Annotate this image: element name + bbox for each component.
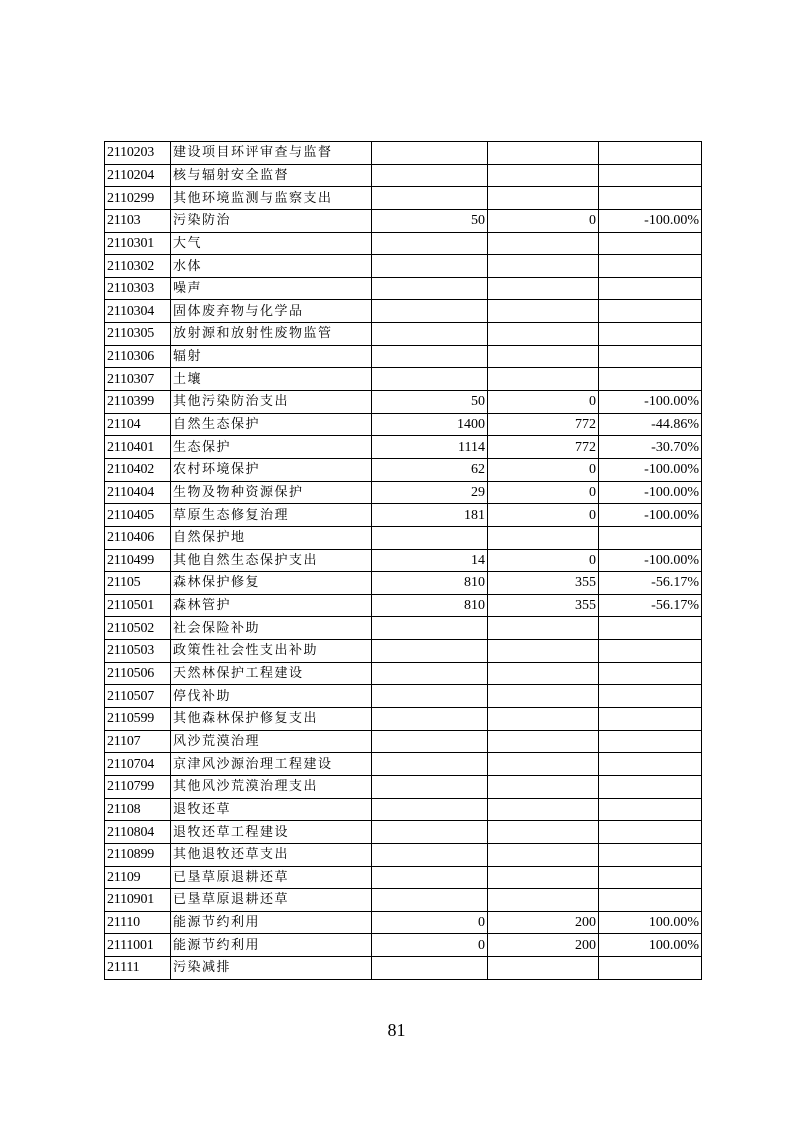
row-name-cell: 水体 <box>171 255 372 278</box>
table-row <box>105 526 702 549</box>
row-percent-cell <box>599 821 702 844</box>
row-value-1-cell <box>372 708 488 731</box>
row-value-2-cell <box>488 232 599 255</box>
row-name-cell: 能源节约利用 <box>171 911 372 934</box>
row-code-cell: 2110204 <box>105 164 171 187</box>
row-value-2-cell <box>488 164 599 187</box>
row-value-2-cell <box>488 775 599 798</box>
table-row <box>105 821 702 844</box>
row-code-cell: 2110401 <box>105 436 171 459</box>
row-value-2-cell <box>488 368 599 391</box>
row-value-1-cell <box>372 300 488 323</box>
row-value-1-cell <box>372 821 488 844</box>
row-name-cell: 森林保护修复 <box>171 572 372 595</box>
table-row <box>105 368 702 391</box>
row-code-cell: 2110303 <box>105 277 171 300</box>
table-row <box>105 911 702 934</box>
row-code-cell: 2110299 <box>105 187 171 210</box>
row-value-1-cell <box>372 866 488 889</box>
row-percent-cell <box>599 300 702 323</box>
row-name-cell: 其他污染防治支出 <box>171 391 372 414</box>
row-percent-cell: 100.00% <box>599 934 702 957</box>
row-name-cell: 退牧还草工程建设 <box>171 821 372 844</box>
row-name-cell: 污染减排 <box>171 957 372 980</box>
table-row <box>105 504 702 527</box>
table-row <box>105 232 702 255</box>
table-row <box>105 957 702 980</box>
row-name-cell: 辐射 <box>171 345 372 368</box>
row-value-2-cell: 0 <box>488 209 599 232</box>
table-row <box>105 934 702 957</box>
row-percent-cell <box>599 345 702 368</box>
row-value-1-cell <box>372 142 488 165</box>
row-value-2-cell <box>488 255 599 278</box>
row-name-cell: 已垦草原退耕还草 <box>171 866 372 889</box>
row-code-cell: 2110307 <box>105 368 171 391</box>
row-value-1-cell: 1114 <box>372 436 488 459</box>
row-name-cell: 建设项目环评审查与监督 <box>171 142 372 165</box>
row-value-1-cell <box>372 345 488 368</box>
table-row <box>105 775 702 798</box>
table-row <box>105 662 702 685</box>
row-name-cell: 其他森林保护修复支出 <box>171 708 372 731</box>
row-code-cell: 2110404 <box>105 481 171 504</box>
row-code-cell: 2111001 <box>105 934 171 957</box>
row-percent-cell: -100.00% <box>599 391 702 414</box>
row-value-1-cell: 50 <box>372 391 488 414</box>
row-name-cell: 森林管护 <box>171 594 372 617</box>
row-code-cell: 21105 <box>105 572 171 595</box>
table-row <box>105 300 702 323</box>
row-name-cell: 能源节约利用 <box>171 934 372 957</box>
row-percent-cell <box>599 368 702 391</box>
row-value-1-cell <box>372 640 488 663</box>
row-value-1-cell <box>372 526 488 549</box>
row-percent-cell <box>599 798 702 821</box>
row-percent-cell <box>599 640 702 663</box>
table-row <box>105 209 702 232</box>
table-row <box>105 323 702 346</box>
row-name-cell: 自然保护地 <box>171 526 372 549</box>
row-percent-cell <box>599 277 702 300</box>
row-value-1-cell <box>372 753 488 776</box>
row-code-cell: 21109 <box>105 866 171 889</box>
row-name-cell: 污染防治 <box>171 209 372 232</box>
table-row <box>105 458 702 481</box>
row-name-cell: 退牧还草 <box>171 798 372 821</box>
row-percent-cell <box>599 255 702 278</box>
row-value-1-cell <box>372 187 488 210</box>
row-percent-cell: -100.00% <box>599 209 702 232</box>
row-name-cell: 噪声 <box>171 277 372 300</box>
row-value-1-cell <box>372 798 488 821</box>
row-code-cell: 2110599 <box>105 708 171 731</box>
row-name-cell: 农村环境保护 <box>171 458 372 481</box>
row-value-2-cell <box>488 662 599 685</box>
table-row <box>105 391 702 414</box>
row-percent-cell: 100.00% <box>599 911 702 934</box>
row-value-1-cell <box>372 775 488 798</box>
row-percent-cell: -100.00% <box>599 458 702 481</box>
row-code-cell: 21108 <box>105 798 171 821</box>
row-code-cell: 2110203 <box>105 142 171 165</box>
row-percent-cell <box>599 323 702 346</box>
row-value-1-cell <box>372 957 488 980</box>
row-name-cell: 生态保护 <box>171 436 372 459</box>
row-value-1-cell <box>372 255 488 278</box>
row-value-2-cell <box>488 843 599 866</box>
row-code-cell: 2110899 <box>105 843 171 866</box>
row-value-1-cell <box>372 617 488 640</box>
row-percent-cell <box>599 889 702 912</box>
row-name-cell: 京津风沙源治理工程建设 <box>171 753 372 776</box>
row-code-cell: 2110399 <box>105 391 171 414</box>
row-value-1-cell <box>372 685 488 708</box>
row-code-cell: 2110301 <box>105 232 171 255</box>
table-row <box>105 572 702 595</box>
table-row <box>105 549 702 572</box>
row-value-2-cell <box>488 798 599 821</box>
row-code-cell: 21107 <box>105 730 171 753</box>
row-percent-cell <box>599 526 702 549</box>
row-name-cell: 固体废弃物与化学品 <box>171 300 372 323</box>
row-value-2-cell: 772 <box>488 413 599 436</box>
row-value-1-cell: 181 <box>372 504 488 527</box>
row-value-2-cell <box>488 889 599 912</box>
row-name-cell: 已垦草原退耕还草 <box>171 889 372 912</box>
row-value-1-cell <box>372 277 488 300</box>
row-code-cell: 21103 <box>105 209 171 232</box>
row-percent-cell <box>599 866 702 889</box>
row-value-2-cell <box>488 187 599 210</box>
row-value-2-cell: 0 <box>488 481 599 504</box>
budget-table <box>104 141 702 980</box>
row-percent-cell: -56.17% <box>599 572 702 595</box>
table-row <box>105 436 702 459</box>
row-percent-cell: -100.00% <box>599 481 702 504</box>
row-name-cell: 核与辐射安全监督 <box>171 164 372 187</box>
table-row <box>105 798 702 821</box>
row-percent-cell <box>599 187 702 210</box>
row-value-2-cell: 0 <box>488 458 599 481</box>
row-value-1-cell: 810 <box>372 594 488 617</box>
row-name-cell: 社会保险补助 <box>171 617 372 640</box>
row-value-2-cell: 355 <box>488 572 599 595</box>
row-name-cell: 天然林保护工程建设 <box>171 662 372 685</box>
row-value-2-cell <box>488 730 599 753</box>
row-value-2-cell: 0 <box>488 504 599 527</box>
row-name-cell: 生物及物种资源保护 <box>171 481 372 504</box>
row-value-1-cell <box>372 323 488 346</box>
row-name-cell: 自然生态保护 <box>171 413 372 436</box>
row-value-1-cell <box>372 232 488 255</box>
row-value-2-cell <box>488 300 599 323</box>
row-value-2-cell: 0 <box>488 549 599 572</box>
row-code-cell: 2110302 <box>105 255 171 278</box>
row-value-2-cell <box>488 323 599 346</box>
table-row <box>105 730 702 753</box>
table-row <box>105 277 702 300</box>
row-value-1-cell: 0 <box>372 911 488 934</box>
row-value-2-cell <box>488 142 599 165</box>
table-row <box>105 753 702 776</box>
row-value-2-cell <box>488 957 599 980</box>
table-row <box>105 142 702 165</box>
row-value-1-cell <box>372 368 488 391</box>
row-percent-cell <box>599 232 702 255</box>
row-code-cell: 2110502 <box>105 617 171 640</box>
row-value-1-cell <box>372 164 488 187</box>
row-percent-cell <box>599 708 702 731</box>
row-value-2-cell <box>488 617 599 640</box>
row-value-2-cell <box>488 866 599 889</box>
budget-table-body <box>105 142 702 980</box>
row-name-cell: 其他退牧还草支出 <box>171 843 372 866</box>
row-name-cell: 草原生态修复治理 <box>171 504 372 527</box>
row-percent-cell <box>599 775 702 798</box>
row-value-2-cell: 200 <box>488 934 599 957</box>
row-code-cell: 2110901 <box>105 889 171 912</box>
table-row <box>105 594 702 617</box>
row-value-1-cell <box>372 662 488 685</box>
table-row <box>105 164 702 187</box>
row-value-2-cell <box>488 708 599 731</box>
row-code-cell: 2110503 <box>105 640 171 663</box>
row-code-cell: 2110402 <box>105 458 171 481</box>
row-percent-cell: -100.00% <box>599 504 702 527</box>
row-percent-cell <box>599 753 702 776</box>
row-value-1-cell: 0 <box>372 934 488 957</box>
row-value-2-cell <box>488 753 599 776</box>
row-value-2-cell <box>488 345 599 368</box>
row-percent-cell: -30.70% <box>599 436 702 459</box>
row-value-1-cell: 14 <box>372 549 488 572</box>
row-percent-cell <box>599 843 702 866</box>
row-value-2-cell <box>488 640 599 663</box>
row-value-2-cell: 0 <box>488 391 599 414</box>
row-value-1-cell <box>372 889 488 912</box>
row-code-cell: 2110499 <box>105 549 171 572</box>
row-percent-cell <box>599 957 702 980</box>
table-row <box>105 640 702 663</box>
row-code-cell: 2110506 <box>105 662 171 685</box>
row-value-1-cell: 29 <box>372 481 488 504</box>
row-value-2-cell: 200 <box>488 911 599 934</box>
row-code-cell: 21111 <box>105 957 171 980</box>
row-code-cell: 2110305 <box>105 323 171 346</box>
row-name-cell: 风沙荒漠治理 <box>171 730 372 753</box>
row-code-cell: 2110406 <box>105 526 171 549</box>
table-row <box>105 843 702 866</box>
row-percent-cell: -56.17% <box>599 594 702 617</box>
table-row <box>105 187 702 210</box>
row-value-1-cell: 62 <box>372 458 488 481</box>
row-name-cell: 政策性社会性支出补助 <box>171 640 372 663</box>
row-code-cell: 21110 <box>105 911 171 934</box>
row-code-cell: 2110306 <box>105 345 171 368</box>
row-code-cell: 2110501 <box>105 594 171 617</box>
table-row <box>105 889 702 912</box>
row-value-1-cell: 1400 <box>372 413 488 436</box>
table-row <box>105 617 702 640</box>
row-percent-cell: -100.00% <box>599 549 702 572</box>
row-value-2-cell: 355 <box>488 594 599 617</box>
table-row <box>105 708 702 731</box>
row-name-cell: 放射源和放射性废物监管 <box>171 323 372 346</box>
row-value-1-cell: 50 <box>372 209 488 232</box>
row-value-2-cell <box>488 526 599 549</box>
row-code-cell: 2110405 <box>105 504 171 527</box>
row-percent-cell <box>599 164 702 187</box>
row-name-cell: 大气 <box>171 232 372 255</box>
row-value-2-cell: 772 <box>488 436 599 459</box>
row-name-cell: 其他风沙荒漠治理支出 <box>171 775 372 798</box>
table-row <box>105 413 702 436</box>
row-code-cell: 2110507 <box>105 685 171 708</box>
row-percent-cell <box>599 730 702 753</box>
table-row <box>105 685 702 708</box>
table-row <box>105 866 702 889</box>
row-value-1-cell <box>372 730 488 753</box>
row-code-cell: 2110799 <box>105 775 171 798</box>
row-value-1-cell <box>372 843 488 866</box>
row-name-cell: 停伐补助 <box>171 685 372 708</box>
row-name-cell: 其他环境监测与监察支出 <box>171 187 372 210</box>
row-percent-cell <box>599 685 702 708</box>
row-value-2-cell <box>488 277 599 300</box>
row-name-cell: 土壤 <box>171 368 372 391</box>
row-percent-cell: -44.86% <box>599 413 702 436</box>
row-code-cell: 21104 <box>105 413 171 436</box>
row-value-2-cell <box>488 685 599 708</box>
page-number: 81 <box>387 1020 406 1040</box>
row-percent-cell <box>599 617 702 640</box>
row-name-cell: 其他自然生态保护支出 <box>171 549 372 572</box>
table-row <box>105 255 702 278</box>
row-value-1-cell: 810 <box>372 572 488 595</box>
row-percent-cell <box>599 142 702 165</box>
row-percent-cell <box>599 662 702 685</box>
row-code-cell: 2110804 <box>105 821 171 844</box>
table-row <box>105 345 702 368</box>
row-value-2-cell <box>488 821 599 844</box>
table-row <box>105 481 702 504</box>
row-code-cell: 2110304 <box>105 300 171 323</box>
row-code-cell: 2110704 <box>105 753 171 776</box>
